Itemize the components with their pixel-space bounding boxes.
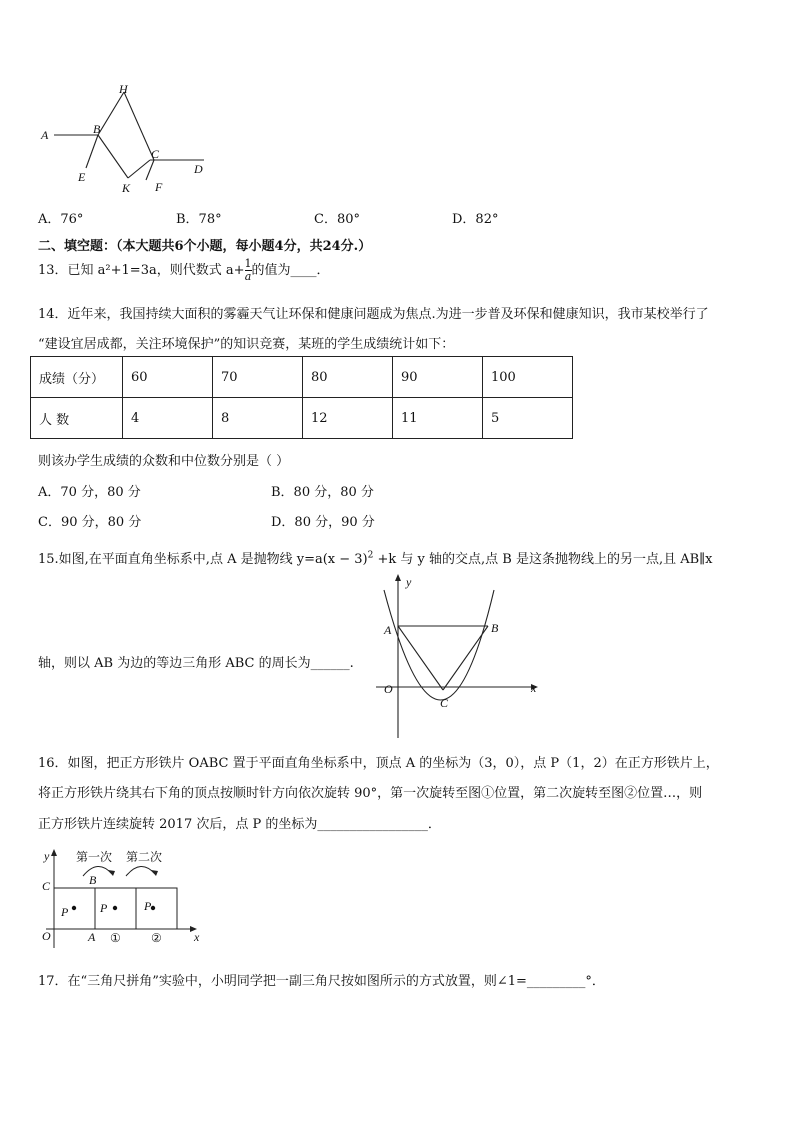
label-x: x	[194, 930, 200, 944]
q14-line1: 14．近年来，我国持续大面积的雾霾天气让环保和健康问题成为焦点.为进一步普及环保和健康知识，我市某校举行了	[38, 307, 709, 322]
table-cell: 90	[393, 357, 483, 398]
label-position-2: ②	[151, 931, 162, 945]
q16-line2: 将正方形铁片绕其右下角的顶点按顺时针方向依次旋转 90°，第一次旋转至图①位置，第二次旋转至图②位置…，则	[38, 786, 703, 801]
q15-text-b: (x − 3)	[322, 552, 368, 567]
label-d: D	[194, 162, 203, 176]
score-table	[30, 356, 573, 439]
q15-sup: 2	[367, 550, 374, 561]
label-c: C	[42, 879, 51, 893]
q14-question: 则该办学生成绩的众数和中位数分别是（ ）	[38, 454, 290, 469]
label-b: B	[491, 621, 499, 635]
q12-option-c: C．80°	[314, 212, 360, 227]
label-first-rotation: 第一次	[76, 850, 113, 864]
q12-option-d: D．82°	[452, 212, 499, 227]
q14-line2: “建设宜居成都，关注环境保护”的知识竞赛，某班的学生成绩统计如下：	[38, 337, 455, 352]
label-e: E	[78, 170, 86, 184]
q16-line1: 16．如图，把正方形铁片 OABC 置于平面直角坐标系中，顶点 A 的坐标为（3，0），点 P（1，2）在正方形铁片上，	[38, 756, 719, 771]
label-o: O	[384, 682, 393, 696]
q13-fraction	[245, 258, 252, 283]
label-k: K	[122, 181, 131, 195]
table-row	[31, 357, 573, 398]
table-cell: 4	[123, 398, 213, 439]
label-b: B	[93, 122, 101, 136]
table-cell: 80	[303, 357, 393, 398]
label-a: A	[384, 623, 392, 637]
label-p2: P	[100, 901, 108, 915]
table-cell: 100	[483, 357, 573, 398]
table-cell: 8	[213, 398, 303, 439]
table-cell: 12	[303, 398, 393, 439]
q12-option-b: B．78°	[176, 212, 222, 227]
table-cell: 5	[483, 398, 573, 439]
q12-option-a: A．76°	[38, 212, 84, 227]
label-x: x	[531, 681, 537, 695]
q12-figure	[36, 80, 216, 200]
q13-prefix: 13．已知 a²+1=3a，则代数式 a+	[38, 263, 245, 278]
q13	[38, 258, 330, 283]
section-title: 二、填空题：（本大题共6个小题，每小题4分，共24分.）	[38, 239, 372, 254]
label-second-rotation: 第二次	[126, 850, 163, 864]
q13-frac-den: a	[244, 270, 252, 283]
label-h: H	[119, 82, 128, 96]
label-c: C	[440, 696, 449, 710]
q15-text-a: 15.如图,在平面直角坐标系中,点 A 是抛物线 y=a	[38, 552, 323, 567]
table-cell: 成绩（分）	[31, 357, 123, 398]
label-a: A	[41, 128, 49, 142]
q14-option-a: A．70 分，80 分	[38, 485, 141, 500]
label-f: F	[155, 180, 163, 194]
label-p1: P	[61, 905, 69, 919]
label-o: O	[42, 929, 51, 943]
q16-line3: 正方形铁片连续旋转 2017 次后，点 P 的坐标为_________________．	[38, 817, 441, 832]
q15-text-c: +k 与 y 轴的交点,点 B 是这条抛物线上的另一点,且 AB∥x	[373, 552, 713, 567]
label-b: B	[89, 873, 97, 887]
q15-figure	[370, 570, 550, 745]
label-c: C	[151, 147, 160, 161]
q15-line1	[38, 548, 713, 567]
table-cell: 11	[393, 398, 483, 439]
q17: 17．在“三角尺拼角”实验中，小明同学把一副三角尺按如图所示的方式放置，则∠1=_________°．	[38, 974, 605, 989]
q15-line2: 轴，则以 AB 为边的等边三角形 ABC 的周长为______.	[38, 656, 354, 671]
table-row	[31, 398, 573, 439]
table-cell: 人 数	[31, 398, 123, 439]
table-cell: 70	[213, 357, 303, 398]
q13-frac-num: 1	[244, 257, 252, 270]
label-y: y	[44, 849, 50, 863]
label-y: y	[406, 575, 412, 589]
label-a: A	[88, 930, 96, 944]
label-p3: P	[144, 899, 152, 913]
q14-option-b: B．80 分，80 分	[271, 485, 374, 500]
q14-option-c: C．90 分，80 分	[38, 515, 142, 530]
q14-option-d: D．80 分，90 分	[271, 515, 375, 530]
label-position-1: ①	[110, 931, 121, 945]
table-cell: 60	[123, 357, 213, 398]
q16-figure	[36, 846, 206, 950]
q13-suffix: 的值为____．	[251, 263, 330, 278]
